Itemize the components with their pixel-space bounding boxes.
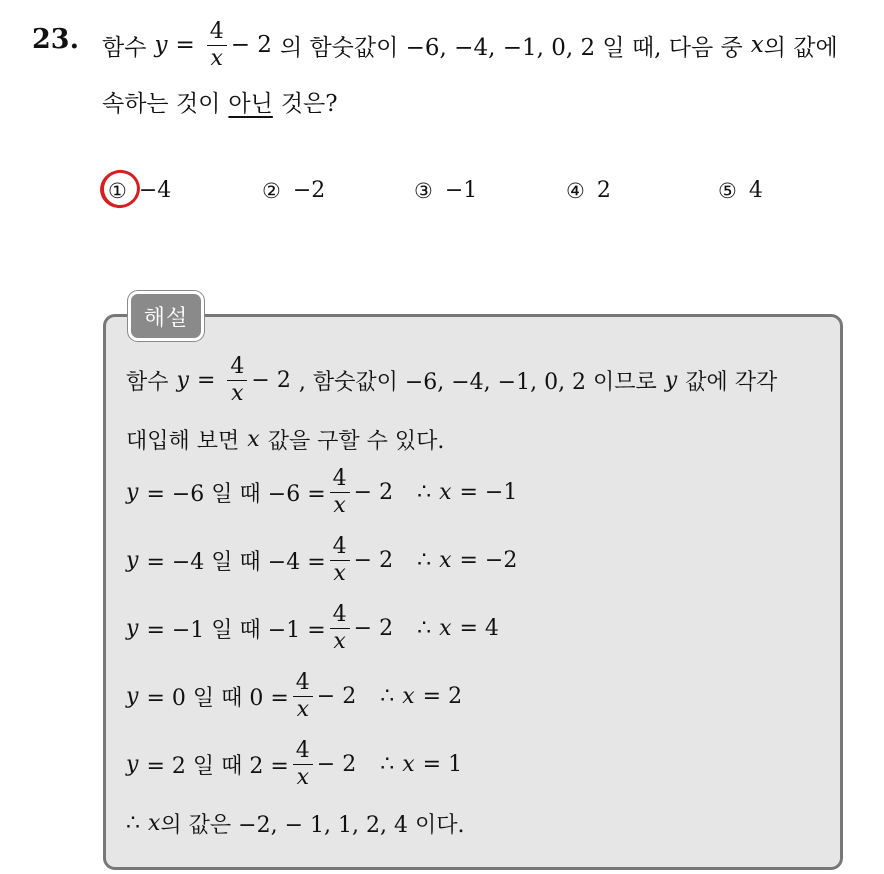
step-result: = −2 [459, 547, 518, 573]
step-lhs: = 2 일 때 2 = [146, 753, 289, 779]
variable-x: x [402, 751, 415, 777]
variable-y: y [176, 367, 189, 393]
variable-x: x [148, 810, 161, 836]
fraction-numerator: 4 [207, 21, 227, 46]
choice-3[interactable] [414, 178, 477, 203]
question-text: 함수 [102, 34, 147, 61]
fraction-denominator: x [210, 45, 223, 71]
variable-y: y [126, 547, 139, 573]
variable-y: y [664, 367, 678, 393]
solution-step [126, 598, 499, 658]
minus-two: − 2 [230, 32, 272, 58]
choice-value: −2 [292, 178, 326, 203]
variable-x: x [439, 615, 452, 641]
fraction: $\frac{4}{x}$ [293, 672, 313, 721]
variable-y: y [126, 683, 139, 709]
fraction [227, 353, 247, 406]
equals-sign: = [175, 32, 195, 58]
variable-x: x [402, 683, 415, 709]
solution-step [126, 462, 517, 522]
solution-text: 의 값은 −2, − 1, 1, 2, 4 이다. [160, 812, 465, 838]
choice-mark: ④ [566, 178, 585, 203]
underlined-word: 아닌 [228, 90, 273, 117]
question-line-1 [102, 20, 838, 70]
question-text: 속하는 것이 [102, 90, 221, 117]
solution-intro-line-2 [126, 422, 444, 456]
choice-2[interactable] [262, 178, 325, 203]
solution-text: 값에 각각 [685, 369, 778, 395]
therefore-symbol: ∴ [380, 683, 395, 709]
choice-mark: ③ [414, 178, 433, 203]
variable-y: y [126, 751, 139, 777]
minus-two: − 2 [353, 479, 394, 505]
step-lhs: = −1 일 때 −1 = [146, 617, 326, 643]
solution-text: 대입해 보면 [126, 428, 240, 454]
fraction-denominator: x [231, 380, 244, 406]
solution-text: , 함숫값이 −6, −4, −1, 0, 2 이므로 [298, 369, 657, 395]
choice-5[interactable] [718, 178, 763, 203]
fraction: $\frac{4}{x}$ [330, 604, 350, 653]
fraction: $\frac{4}{x}$ [330, 468, 350, 517]
fraction: $\frac{4}{x}$ [330, 536, 350, 585]
variable-y: y [154, 32, 168, 58]
question-text: 의 값에 [763, 34, 838, 61]
choice-value: 2 [596, 178, 611, 203]
minus-two: − 2 [353, 615, 394, 641]
question-line-2 [102, 84, 338, 118]
fraction [207, 18, 227, 71]
solution-text: 값을 구할 수 있다. [267, 428, 445, 454]
step-result: = 2 [422, 683, 463, 709]
variable-x: x [439, 547, 452, 573]
solution-step [126, 734, 462, 794]
variable-x: x [247, 426, 260, 452]
step-result: = 1 [422, 751, 463, 777]
therefore-symbol: ∴ [380, 751, 395, 777]
choice-mark: ⑤ [718, 178, 737, 203]
therefore-symbol: ∴ [126, 810, 140, 836]
choice-value: −4 [138, 178, 172, 203]
therefore-symbol: ∴ [417, 547, 432, 573]
question-text: 것은? [280, 90, 338, 117]
minus-two: − 2 [353, 547, 394, 573]
solution-step [126, 666, 462, 726]
variable-x: x [439, 479, 452, 505]
fraction: $\frac{4}{x}$ [293, 740, 313, 789]
choice-mark: ① [108, 179, 127, 203]
variable-y: y [126, 615, 139, 641]
equals-sign: = [196, 367, 216, 393]
choice-mark: ② [262, 178, 281, 203]
step-lhs: = −6 일 때 −6 = [146, 481, 326, 507]
solution-step [126, 530, 517, 590]
variable-x: x [750, 32, 764, 58]
variable-y: y [126, 479, 139, 505]
therefore-symbol: ∴ [417, 615, 432, 641]
solution-intro-line-1 [126, 352, 777, 408]
solution-tab-label: 해설 [128, 291, 204, 341]
therefore-symbol: ∴ [417, 479, 432, 505]
choice-value: 4 [748, 178, 763, 203]
question-text: 의 함숫값이 −6, −4, −1, 0, 2 일 때, 다음 중 [279, 34, 743, 61]
answer-circle-marker [96, 165, 144, 212]
minus-two: − 2 [316, 751, 357, 777]
step-lhs: = −4 일 때 −4 = [146, 549, 326, 575]
step-result: = 4 [459, 615, 499, 641]
minus-two: − 2 [316, 683, 357, 709]
solution-text: 함수 [126, 369, 169, 395]
step-result: = −1 [459, 479, 518, 505]
step-lhs: = 0 일 때 0 = [146, 685, 289, 711]
choice-1[interactable] [108, 178, 171, 203]
choice-value: −1 [444, 178, 478, 203]
minus-two: − 2 [251, 367, 291, 393]
choice-4[interactable] [566, 178, 611, 203]
solution-conclusion [126, 806, 464, 840]
question-number: 23. [32, 24, 79, 55]
fraction-numerator: 4 [227, 356, 247, 381]
